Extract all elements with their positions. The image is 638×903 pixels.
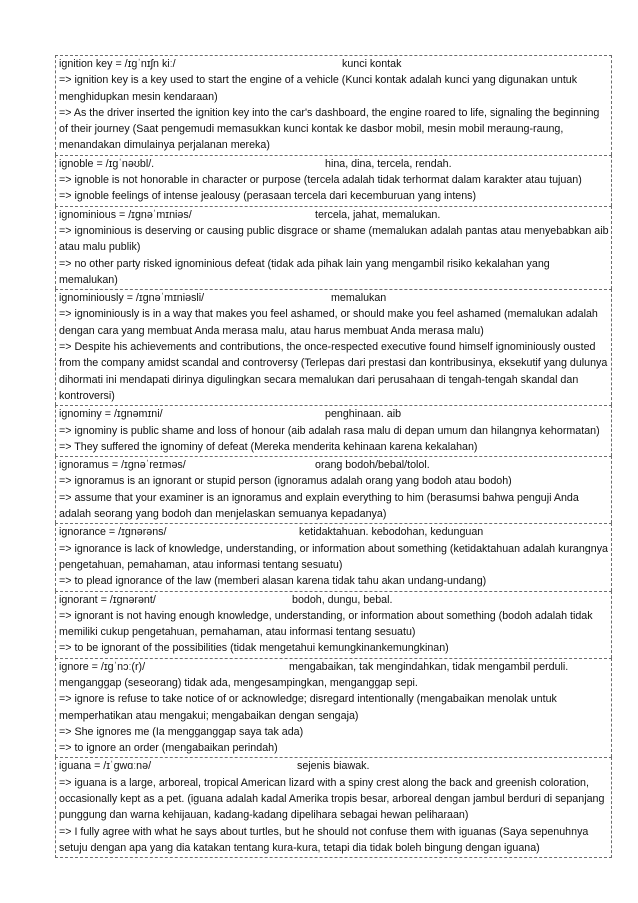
dictionary-entry [55,289,612,405]
entry-line: => ignoble feelings of intense jealousy (perasaan tercela dari kecemburuan yang intens) [59,190,477,203]
entry-term: ignoramus = /ɪɡnəˈreɪməs/ [59,459,186,472]
entry-line: => no other party risked ignominious defeat (tidak ada pihak lain yang mengambil risiko kekalahan yang memalukan) [59,257,550,286]
dictionary-entry [55,523,612,590]
entry-translation: tercela, jahat, memalukan. [315,208,441,221]
entry-line: => ignominy is public shame and loss of honour (aib adalah rasa malu di depan umum dan hilangnya kehormatan) [59,424,600,437]
entry-line: => Despite his achievements and contributions, the once-respected executive found himself ignominiously ousted from the company amidst scandal and controversy (Terlepas dari prestasi dan kontribusinya, eksekutif yang dulunya dihormati ini mendapati dirinya digulingkan secara memalukan dari perusahaan di tengah-tengah skandal dan kontroversi) [59,341,608,402]
entry-translation: penghinaan. aib [325,408,402,421]
entry-line: => She ignores me (Ia mengganggap saya tak ada) [59,725,304,738]
entry-term: ignorant = /ɪɡnərənt/ [59,593,156,606]
dictionary-entry [55,658,612,758]
entry-line: => I fully agree with what he says about turtles, but he should not confuse them with iguanas (Saya sepenuhnya setuju dengan apa yang dia katakan tentang kura-kura, tetapi dia tidak boleh bingung dengan iguana) [59,825,589,854]
entry-line: => to ignore an order (mengabaikan perindah) [59,742,278,755]
entry-line: => ignoramus is an ignorant or stupid person (ignoramus adalah orang yang bodoh atau bodoh) [59,475,512,488]
entry-translation: ketidaktahuan. kebodohan, kedunguan [299,526,484,539]
entry-term: ignominy = /ɪɡnəmɪni/ [59,408,163,421]
dictionary-entry [55,55,612,155]
entry-line: => ignition key is a key used to start the engine of a vehicle (Kunci kontak adalah kunci yang digunakan untuk menghidupkan mesin kendaraan) [59,74,578,103]
entry-term: iguana = /ɪˈɡwɑːnə/ [59,760,152,773]
entry-line: => ignorance is lack of knowledge, understanding, or information about something (ketidaktahuan adalah kurangnya pengetahuan, pemahaman, atau informasi tentang sesuatu) [59,542,608,571]
entry-line: menganggap (seseorang) tidak ada, mengesampingkan, menganggap sepi. [59,676,418,689]
entry-translation: sejenis biawak. [297,760,370,773]
entry-translation: kunci kontak [342,58,402,70]
entry-translation: orang bodoh/bebal/tolol. [315,459,430,472]
entry-translation: mengabaikan, tak mengindahkan, tidak mengambil perduli. [289,660,569,673]
entry-line: => to be ignorant of the possibilities (tidak mengetahui kemungkinankemungkinan) [59,642,449,655]
entry-term: ignition key = /ɪɡˈnɪʃn kiː/ [59,58,176,70]
dictionary-entry [55,757,612,858]
dictionary-page [55,55,612,858]
entry-translation: memalukan [331,292,387,305]
dictionary-entry [55,591,612,658]
entry-term: ignore = /ɪɡˈnɔː(r)/ [59,660,146,673]
dictionary-entry [55,155,612,206]
entry-line: => assume that your examiner is an ignoramus and explain everything to him (berasumsi bahwa penguji Anda adalah seorang yang bodoh dan menjelaskan semuanya kepadanya) [59,491,579,521]
entry-term: ignominious = /ɪɡnəˈmɪniəs/ [59,208,192,221]
entry-translation: hina, dina, tercela, rendah. [325,157,452,170]
entry-line: => They suffered the ignominy of defeat (Mereka menderita kehinaan karena kekalahan) [59,440,478,453]
entry-term: ignoble = /ɪɡˈnəʊbl/. [59,157,155,170]
entry-line: => As the driver inserted the ignition key into the car's dashboard, the engine roared to life, signaling the beginning of their journey (Saat pengemudi memasukkan kunci kontak ke dasbor mobil, mesin mobil meraung-raung, menandakan dimulainya perjalanan mereka) [59,106,600,152]
entry-line: => ignominiously is in a way that makes you feel ashamed, or should make you feel ashamed (memalukan adalah dengan cara yang membuat Anda merasa malu, atau harus membuat Anda merasa malu) [59,308,598,337]
entry-translation: bodoh, dungu, bebal. [292,593,393,606]
dictionary-entry [55,456,612,523]
entry-line: => to plead ignorance of the law (memberi alasan karena tidak tahu akan undang-undang) [59,575,487,588]
entry-term: ignominiously = /ɪɡnəˈmɪniəsli/ [59,292,205,305]
dictionary-entry [55,405,612,456]
entry-line: => ignore is refuse to take notice of or acknowledge; disregard intentionally (mengabaikan menolak untuk memperhatikan atau mengakui; mengabaikan dengan sengaja) [59,693,557,722]
entry-line: => ignominious is deserving or causing public disgrace or shame (memalukan adalah pantas atau menyebabkan aib atau malu publik) [59,224,609,254]
entry-line: => iguana is a large, arboreal, tropical American lizard with a spiny crest along the back and greenish coloration, occasionally kept as a pet. (iguana adalah kadal Amerika tropis besar, arboreal dengan jambul berduri di sepanjang punggung dan warna kehijauan, kadang-kadang dipelihara sebagai hewan peliharaan) [59,776,605,822]
dictionary-entry [55,206,612,289]
entry-term: ignorance = /ɪɡnərəns/ [59,526,167,539]
entry-line: => ignoble is not honorable in character or purpose (tercela adalah tidak terhormat dalam karakter atau tujuan) [59,174,582,187]
entry-line: => ignorant is not having enough knowledge, understanding, or information about something (bodoh adalah tidak memiliki cukup pengetahuan, pemahaman, atau informasi tentang sesuatu) [59,609,593,639]
